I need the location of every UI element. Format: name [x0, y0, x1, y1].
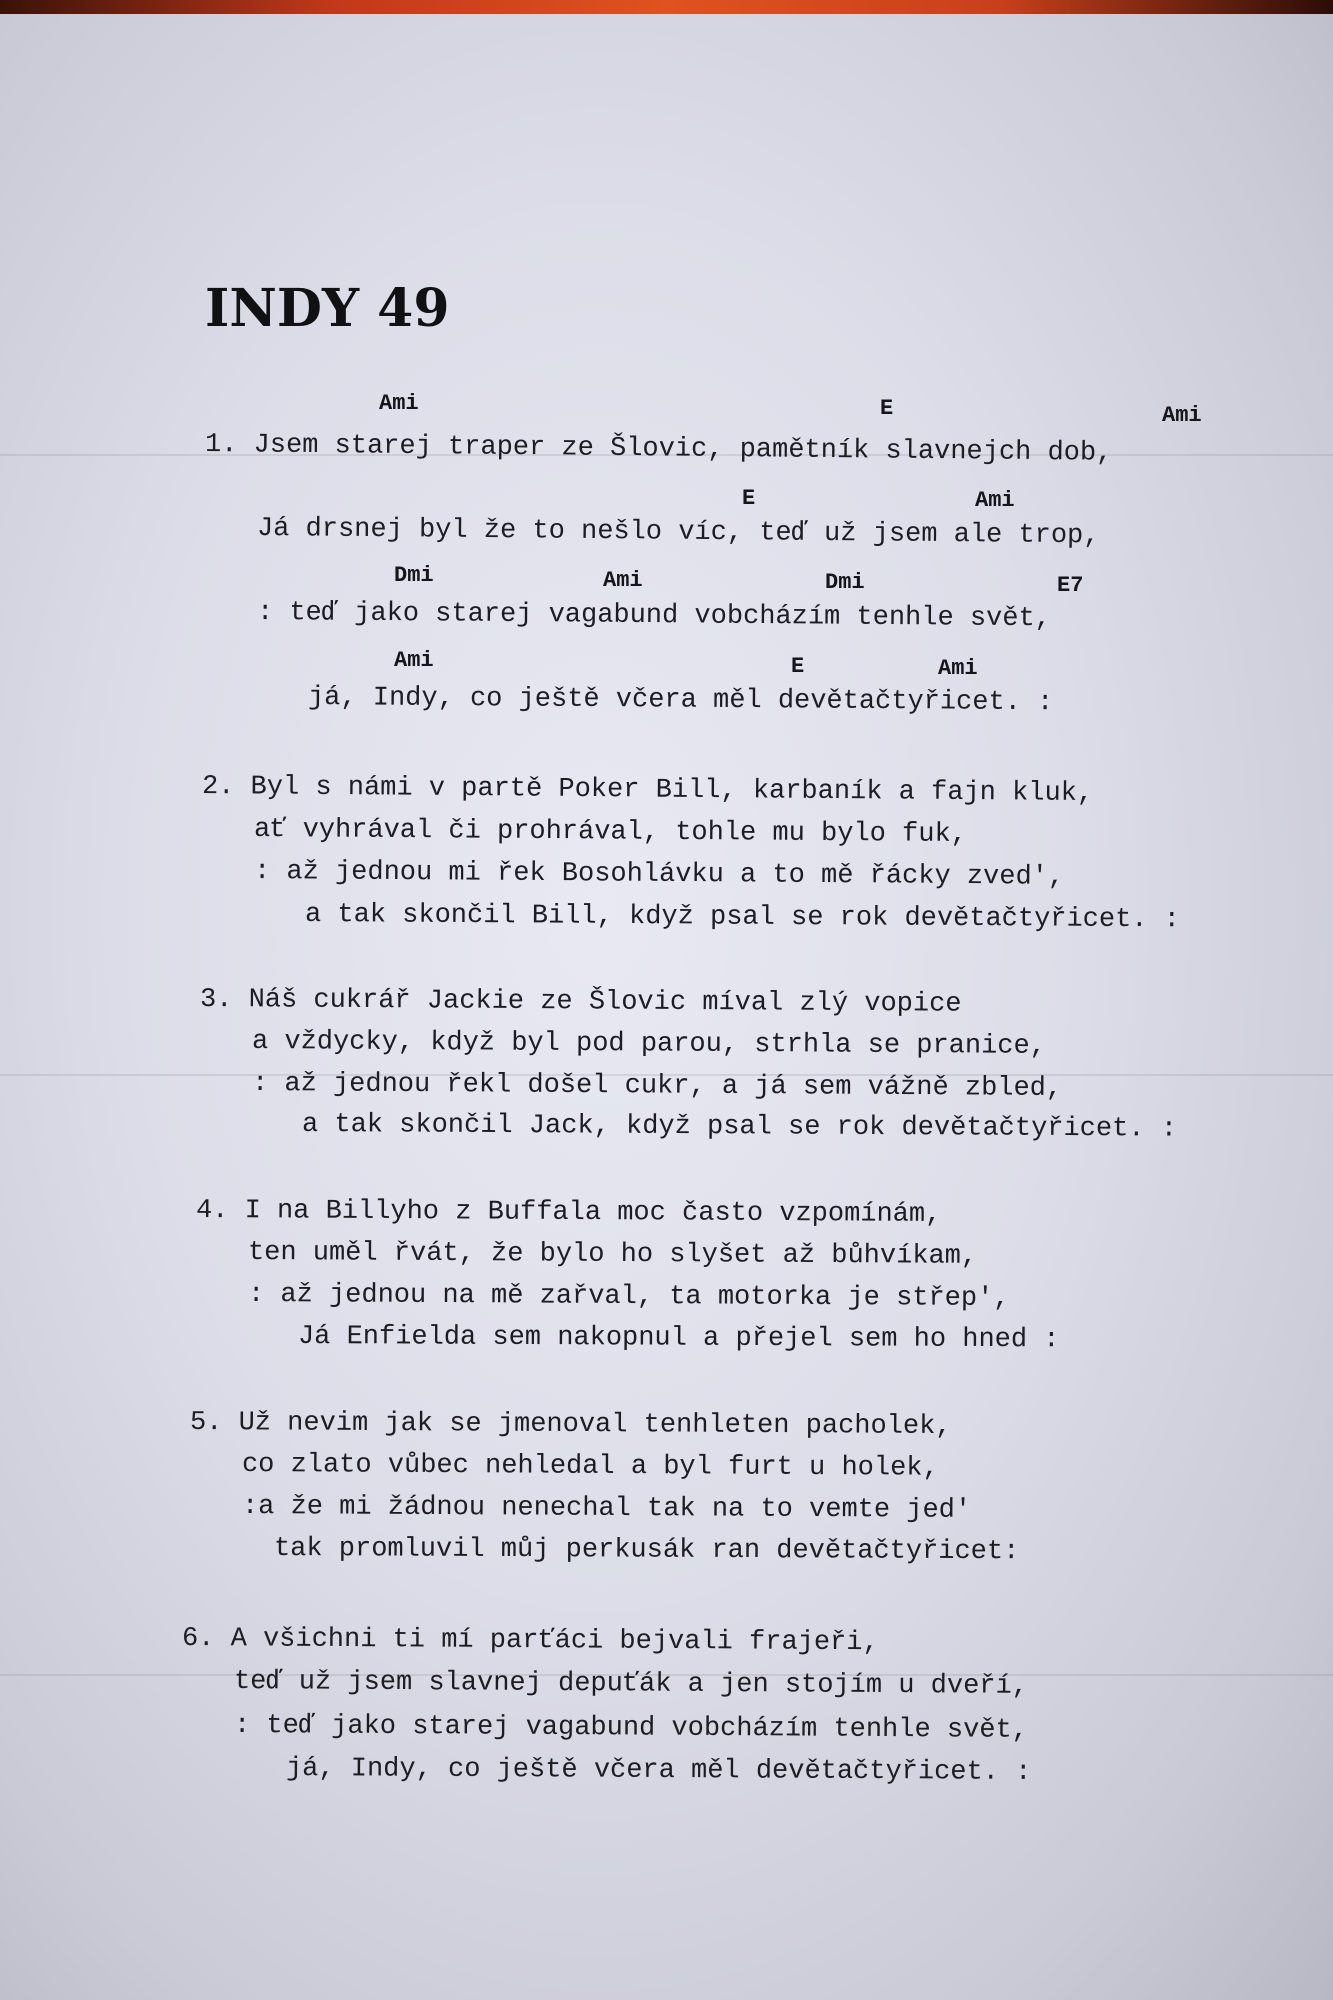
- lyric-line: : teď jako starej vagabund vobcházím tenhle svět,: [233, 1711, 1029, 1746]
- lyric-line: 4. I na Billyho z Buffala moc často vzpomínám,: [195, 1196, 942, 1230]
- chord: E: [880, 396, 894, 421]
- chord: Ami: [1162, 403, 1202, 428]
- lyric-line: já, Indy, co ještě včera měl devětačtyřicet. :: [307, 683, 1054, 719]
- lyric-line: Já drsnej byl že to nešlo víc, teď už jsem ale trop,: [256, 514, 1100, 552]
- song-title: INDY 49: [205, 278, 450, 339]
- chord: Dmi: [394, 563, 434, 588]
- chord: Dmi: [825, 570, 865, 595]
- lyric-line: já, Indy, co ještě včera měl devětačtyřicet. :: [285, 1754, 1032, 1788]
- lyric-line: 6. A všichni ti mí parťáci bejvali frajeři,: [181, 1624, 879, 1659]
- lyric-line: : teď jako starej vagabund vobcházím tenhle svět,: [256, 598, 1052, 635]
- lyric-line: a tak skončil Jack, když psal se rok devětačtyřicet. :: [301, 1110, 1178, 1145]
- lyric-line: co zlato vůbec nehledal a byl furt u holek,: [241, 1450, 939, 1484]
- lyric-line: : až jednou řekl došel cukr, a já sem vážně zbled,: [251, 1069, 1063, 1104]
- chord: E7: [1057, 573, 1084, 598]
- chord: Ami: [394, 648, 434, 673]
- lyric-line: ať vyhrával či prohrával, tohle mu bylo fuk,: [253, 815, 968, 850]
- lyric-line: teď už jsem slavnej depuťák a jen stojím u dveří,: [233, 1667, 1029, 1702]
- lyric-line: ten uměl řvát, že bylo ho slyšet až bůhvíkam,: [247, 1238, 978, 1272]
- lyric-line: a vždycky, když byl pod parou, strhla se pranice,: [251, 1027, 1047, 1062]
- chord: Ami: [603, 568, 643, 593]
- lyric-line: 3. Náš cukrář Jackie ze Šlovic míval zlý vopice: [199, 985, 962, 1020]
- lyric-line: 5. Už nevim jak se jmenoval tenhleten pacholek,: [189, 1408, 952, 1442]
- chord: Ami: [975, 488, 1015, 513]
- chord: E: [742, 486, 756, 511]
- lyric-line: :a že mi žádnou nenechal tak na to vemte jed': [241, 1492, 972, 1526]
- lyric-line: Já Enfielda sem nakopnul a přejel sem ho hned :: [297, 1322, 1060, 1356]
- lyric-line: 2. Byl s námi v partě Poker Bill, karbaník a fajn kluk,: [201, 772, 1094, 809]
- chord: E: [791, 654, 805, 679]
- lyric-line: a tak skončil Bill, když psal se rok devětačtyřicet. :: [304, 900, 1181, 936]
- chord: Ami: [379, 391, 419, 416]
- lyric-line: tak promluvil můj perkusák ran devětačtyřicet:: [273, 1534, 1020, 1568]
- lyric-line: 1. Jsem starej traper ze Šlovic, pamětník slavnejch dob,: [204, 430, 1113, 469]
- lyric-line: : až jednou mi řek Bosohlávku a to mě řácky zved',: [253, 857, 1065, 893]
- chord: Ami: [938, 656, 978, 681]
- lyric-line: : až jednou na mě zařval, ta motorka je střep',: [247, 1280, 1010, 1314]
